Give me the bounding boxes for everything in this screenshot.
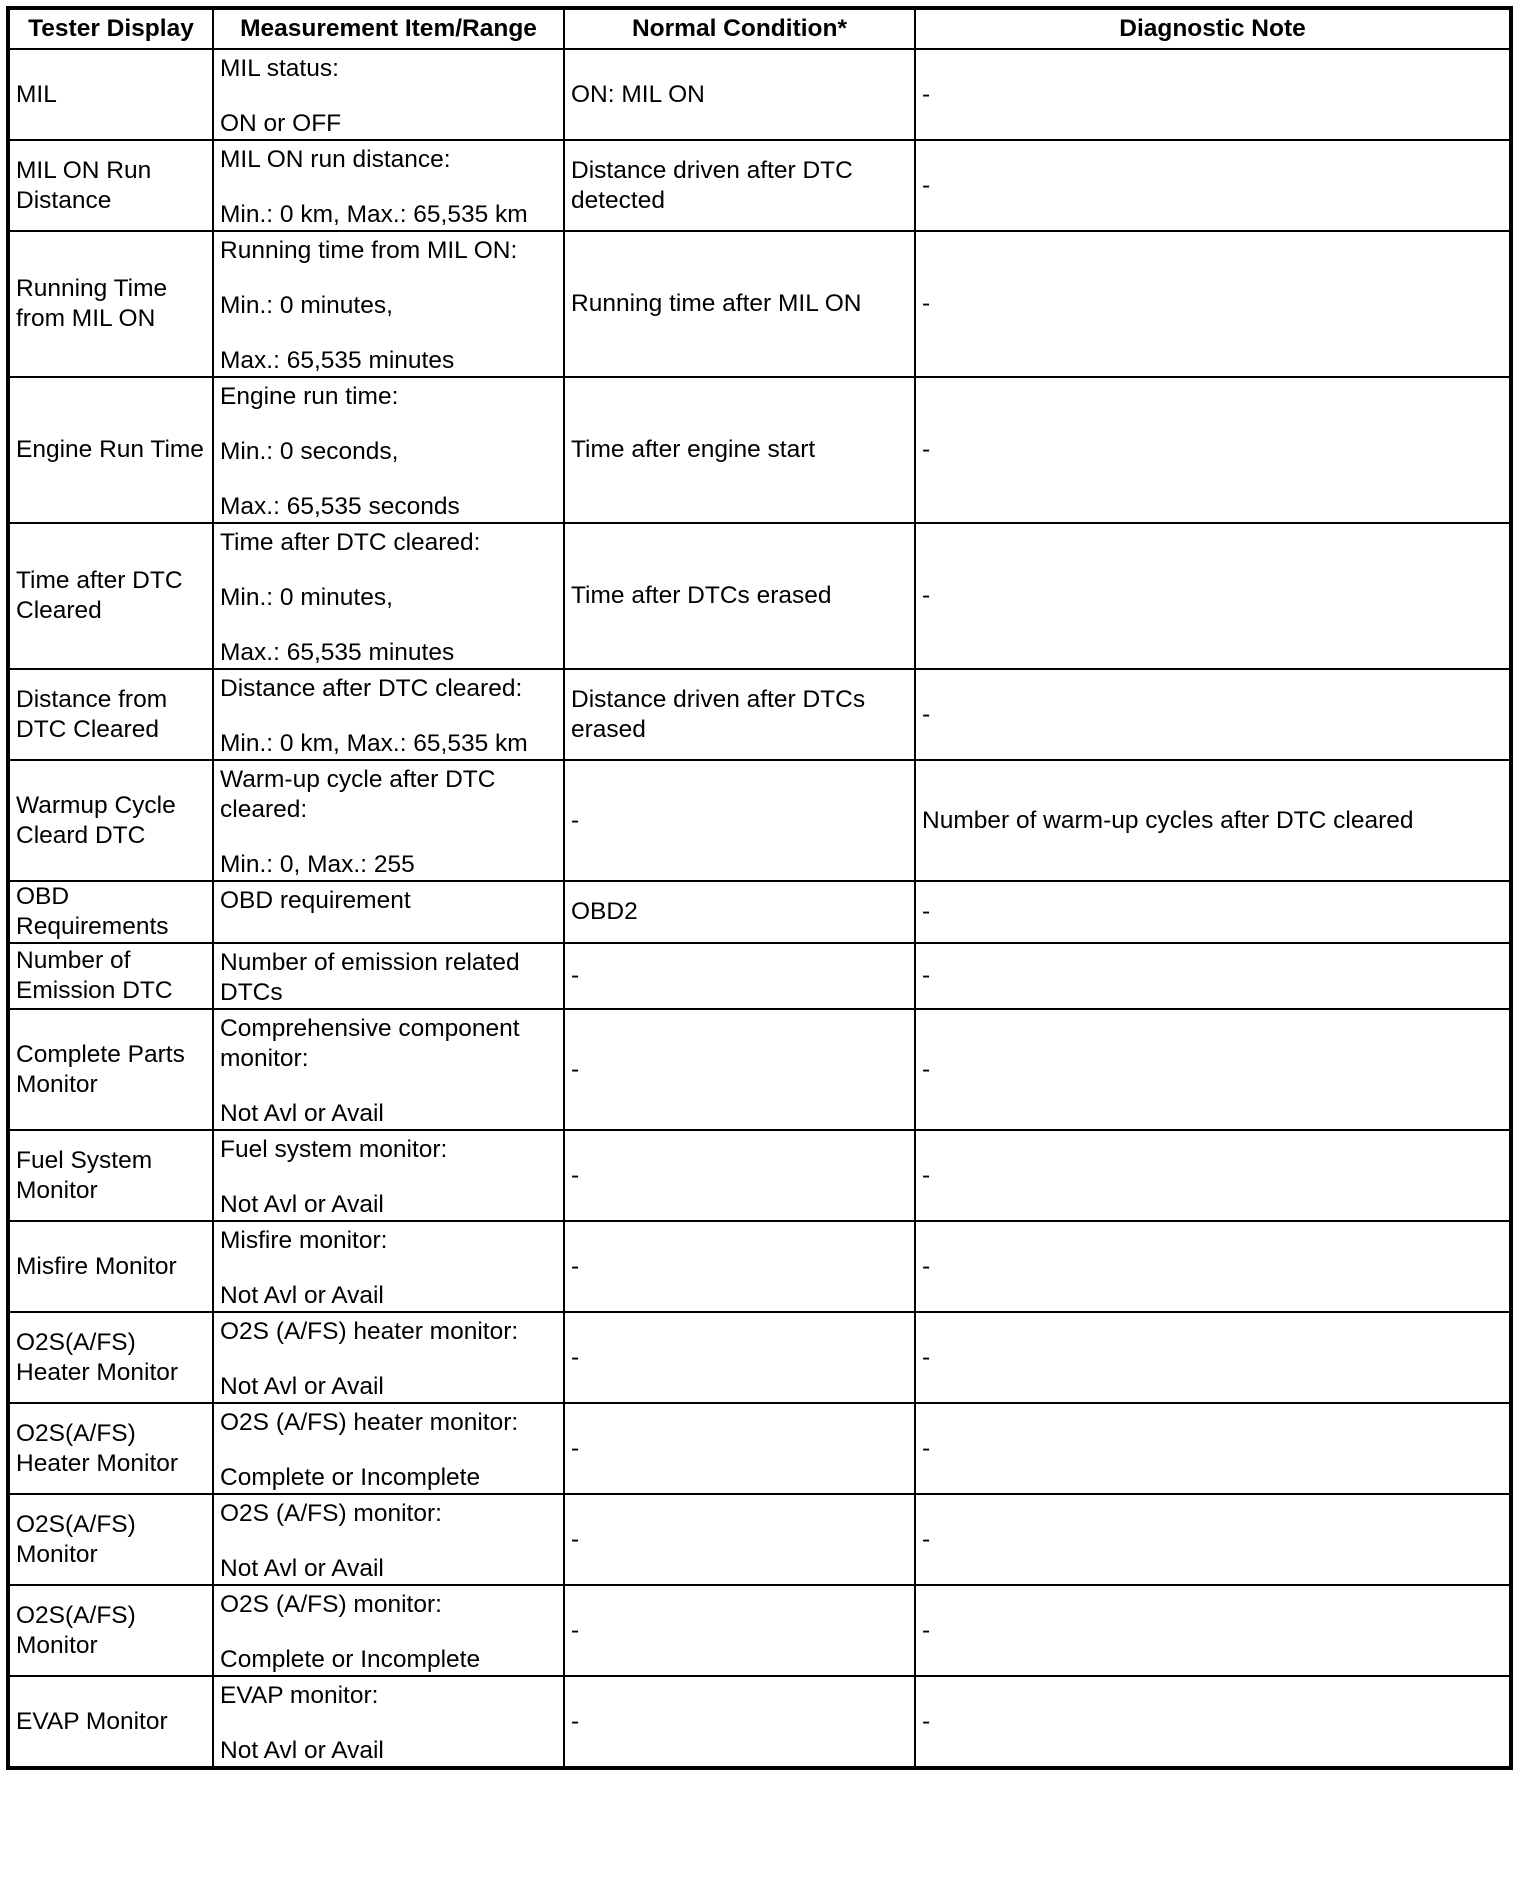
measurement-cell bbox=[213, 881, 564, 943]
cell-line: Distance from bbox=[16, 685, 168, 713]
cell-line: MIL ON Run bbox=[16, 156, 152, 184]
cell-line: Comprehensive component bbox=[220, 1015, 520, 1042]
cell-line: Running time after MIL ON bbox=[571, 290, 862, 317]
cell-line: - bbox=[922, 898, 931, 925]
cell-line: - bbox=[922, 1616, 931, 1644]
cell-line: Not Avl or Avail bbox=[220, 1737, 384, 1764]
cell-line: - bbox=[571, 1525, 580, 1553]
normal-condition-cell bbox=[564, 760, 915, 881]
cell-line: Distance bbox=[16, 186, 112, 214]
diagnostic-note-cell bbox=[915, 1312, 1511, 1403]
measurement-cell bbox=[213, 1312, 564, 1403]
line-gap bbox=[220, 467, 557, 492]
line-gap bbox=[220, 84, 557, 109]
cell-line: Not Avl or Avail bbox=[220, 1555, 384, 1582]
cell-line: - bbox=[571, 1252, 580, 1280]
line-gap bbox=[220, 1529, 557, 1554]
table-row bbox=[8, 231, 1511, 377]
cell-line: - bbox=[922, 80, 931, 108]
measurement-cell bbox=[213, 49, 564, 140]
table-row bbox=[8, 49, 1511, 140]
diagnostic-note-cell bbox=[915, 760, 1511, 881]
cell-line: DTCs bbox=[220, 979, 283, 1006]
diagnostic-note-cell bbox=[915, 1585, 1511, 1676]
cell-line: - bbox=[571, 1616, 580, 1644]
normal-condition-cell bbox=[564, 669, 915, 760]
normal-condition-cell bbox=[564, 881, 915, 943]
diagnostic-note-cell bbox=[915, 231, 1511, 377]
line-gap bbox=[220, 321, 557, 346]
cell-line: Cleared bbox=[16, 597, 102, 624]
cell-line: - bbox=[922, 1055, 931, 1083]
cell-line: MIL bbox=[16, 80, 57, 108]
tester-display-cell bbox=[8, 943, 213, 1009]
tester-display-cell bbox=[8, 1009, 213, 1130]
cell-line: Min.: 0 km, Max.: 65,535 km bbox=[220, 730, 528, 757]
header-diagnostic-note: Diagnostic Note bbox=[915, 8, 1511, 49]
normal-condition-cell bbox=[564, 1312, 915, 1403]
diagnostic-note-cell bbox=[915, 1403, 1511, 1494]
cell-line: ON: MIL ON bbox=[571, 80, 705, 108]
diagnostic-note-cell bbox=[915, 1221, 1511, 1312]
cell-line: Min.: 0 minutes, bbox=[220, 584, 393, 611]
table-row bbox=[8, 943, 1511, 1009]
normal-condition-cell bbox=[564, 523, 915, 669]
table-row bbox=[8, 1312, 1511, 1403]
cell-line: Monitor bbox=[16, 1070, 98, 1098]
table-row bbox=[8, 523, 1511, 669]
line-gap bbox=[220, 613, 557, 638]
normal-condition-cell bbox=[564, 1494, 915, 1585]
table-row bbox=[8, 1403, 1511, 1494]
tester-display-cell bbox=[8, 1403, 213, 1494]
table-row bbox=[8, 140, 1511, 231]
cell-line: Distance after DTC cleared: bbox=[220, 675, 523, 702]
tester-display-cell bbox=[8, 1221, 213, 1312]
tester-display-cell bbox=[8, 1585, 213, 1676]
normal-condition-cell bbox=[564, 943, 915, 1009]
cell-line: Time after DTC bbox=[16, 567, 183, 594]
cell-line: from MIL ON bbox=[16, 305, 156, 332]
line-gap bbox=[220, 1165, 557, 1190]
cell-line: O2S (A/FS) monitor: bbox=[220, 1591, 442, 1618]
normal-condition-cell bbox=[564, 1585, 915, 1676]
cell-line: - bbox=[922, 582, 931, 609]
cell-line: Misfire Monitor bbox=[16, 1252, 177, 1280]
cell-line: O2S(A/FS) bbox=[16, 1510, 136, 1538]
cell-line: Time after DTCs erased bbox=[571, 582, 832, 609]
table-row bbox=[8, 1585, 1511, 1676]
measurement-cell bbox=[213, 377, 564, 523]
line-gap bbox=[220, 825, 557, 850]
measurement-cell bbox=[213, 943, 564, 1009]
cell-line: Engine run time: bbox=[220, 383, 399, 410]
cell-line: Max.: 65,535 minutes bbox=[220, 347, 455, 374]
line-gap bbox=[220, 1074, 557, 1099]
cell-line: EVAP Monitor bbox=[16, 1707, 168, 1735]
cell-line: OBD2 bbox=[571, 898, 638, 925]
cell-line: Time after engine start bbox=[571, 436, 816, 463]
normal-condition-cell bbox=[564, 1130, 915, 1221]
diagnostic-note-cell bbox=[915, 140, 1511, 231]
header-measurement-item: Measurement Item/Range bbox=[213, 8, 564, 49]
cell-line: O2S (A/FS) monitor: bbox=[220, 1500, 442, 1527]
cell-line: - bbox=[922, 962, 931, 989]
cell-line: cleared: bbox=[220, 796, 308, 823]
cell-line: Warm-up cycle after DTC bbox=[220, 766, 496, 793]
tester-display-cell bbox=[8, 1312, 213, 1403]
table-row bbox=[8, 377, 1511, 523]
line-gap bbox=[220, 1438, 557, 1463]
measurement-cell bbox=[213, 760, 564, 881]
cell-line: - bbox=[571, 1343, 580, 1371]
cell-line: OBD requirement bbox=[220, 887, 411, 914]
measurement-cell bbox=[213, 231, 564, 377]
cell-line: Number of warm-up cycles after DTC cleared bbox=[922, 806, 1414, 834]
table-row bbox=[8, 1130, 1511, 1221]
cell-line: - bbox=[571, 1161, 580, 1189]
cell-line: - bbox=[571, 1434, 580, 1462]
table-row bbox=[8, 1676, 1511, 1768]
cell-line: Engine Run Time bbox=[16, 436, 204, 463]
normal-condition-cell bbox=[564, 49, 915, 140]
table-row bbox=[8, 881, 1511, 943]
cell-line: O2S(A/FS) bbox=[16, 1601, 136, 1629]
cell-line: - bbox=[922, 700, 931, 728]
line-gap bbox=[220, 412, 557, 437]
table-row bbox=[8, 760, 1511, 881]
tester-display-cell bbox=[8, 1130, 213, 1221]
cell-line: - bbox=[571, 962, 580, 989]
table-body bbox=[8, 49, 1511, 1768]
header-normal-condition: Normal Condition* bbox=[564, 8, 915, 49]
data-list-table-container bbox=[6, 6, 1513, 1770]
cell-line: Not Avl or Avail bbox=[220, 1100, 384, 1127]
diagnostic-note-cell bbox=[915, 669, 1511, 760]
diagnostic-note-cell bbox=[915, 1130, 1511, 1221]
cell-line: - bbox=[922, 1434, 931, 1462]
normal-condition-cell bbox=[564, 1676, 915, 1768]
tester-display-cell bbox=[8, 1494, 213, 1585]
tester-display-cell bbox=[8, 140, 213, 231]
cell-line: Monitor bbox=[16, 1631, 98, 1659]
cell-line: - bbox=[922, 1525, 931, 1553]
diagnostic-note-cell bbox=[915, 943, 1511, 1009]
diagnostic-note-cell bbox=[915, 1009, 1511, 1130]
cell-line: - bbox=[922, 436, 931, 463]
cell-line: Time after DTC cleared: bbox=[220, 529, 481, 556]
measurement-cell bbox=[213, 140, 564, 231]
normal-condition-cell bbox=[564, 140, 915, 231]
table-row bbox=[8, 1494, 1511, 1585]
normal-condition-cell bbox=[564, 1221, 915, 1312]
measurement-cell bbox=[213, 1676, 564, 1768]
tester-display-cell bbox=[8, 1676, 213, 1768]
cell-line: - bbox=[922, 171, 931, 199]
normal-condition-cell bbox=[564, 231, 915, 377]
measurement-cell bbox=[213, 523, 564, 669]
cell-line: - bbox=[571, 1707, 580, 1735]
cell-line: Running time from MIL ON: bbox=[220, 237, 518, 264]
cell-line: Monitor bbox=[16, 1540, 98, 1568]
cell-line: Max.: 65,535 minutes bbox=[220, 639, 455, 666]
line-gap bbox=[220, 1711, 557, 1736]
cell-line: MIL ON run distance: bbox=[220, 146, 451, 173]
diagnostic-note-cell bbox=[915, 1494, 1511, 1585]
cell-line: Heater Monitor bbox=[16, 1358, 179, 1386]
cell-line: Fuel System bbox=[16, 1146, 153, 1174]
tester-display-cell bbox=[8, 377, 213, 523]
diagnostic-note-cell bbox=[915, 881, 1511, 943]
cell-line: Min.: 0 km, Max.: 65,535 km bbox=[220, 201, 528, 228]
cell-line: Cleard DTC bbox=[16, 821, 146, 849]
tester-display-cell bbox=[8, 881, 213, 943]
cell-line: MIL status: bbox=[220, 55, 339, 82]
measurement-cell bbox=[213, 1221, 564, 1312]
diagnostic-note-cell bbox=[915, 523, 1511, 669]
cell-line: - bbox=[571, 806, 580, 834]
line-gap bbox=[220, 558, 557, 583]
cell-line: Emission DTC bbox=[16, 977, 173, 1004]
cell-line: erased bbox=[571, 715, 646, 743]
cell-line: Heater Monitor bbox=[16, 1449, 179, 1477]
cell-line: O2S(A/FS) bbox=[16, 1419, 136, 1447]
cell-line: O2S (A/FS) heater monitor: bbox=[220, 1409, 519, 1436]
cell-line: Not Avl or Avail bbox=[220, 1373, 384, 1400]
cell-line: Number of emission related bbox=[220, 949, 520, 976]
measurement-cell bbox=[213, 1494, 564, 1585]
cell-line: Min.: 0, Max.: 255 bbox=[220, 851, 415, 878]
cell-line: Complete or Incomplete bbox=[220, 1646, 481, 1673]
cell-line: monitor: bbox=[220, 1045, 309, 1072]
diagnostic-note-cell bbox=[915, 1676, 1511, 1768]
cell-line: - bbox=[922, 290, 931, 317]
cell-line: Min.: 0 minutes, bbox=[220, 292, 393, 319]
cell-line: Monitor bbox=[16, 1176, 98, 1204]
cell-line: O2S (A/FS) heater monitor: bbox=[220, 1318, 519, 1345]
cell-line: - bbox=[922, 1707, 931, 1735]
measurement-cell bbox=[213, 669, 564, 760]
cell-line: OBD bbox=[16, 883, 70, 910]
normal-condition-cell bbox=[564, 1403, 915, 1494]
cell-line: Fuel system monitor: bbox=[220, 1136, 448, 1163]
cell-line: Min.: 0 seconds, bbox=[220, 438, 399, 465]
cell-line: O2S(A/FS) bbox=[16, 1328, 136, 1356]
cell-line: Warmup Cycle bbox=[16, 791, 176, 819]
line-gap bbox=[220, 704, 557, 729]
header-row bbox=[8, 8, 1511, 49]
cell-line: ON or OFF bbox=[220, 110, 342, 137]
cell-line: Not Avl or Avail bbox=[220, 1282, 384, 1309]
table-row bbox=[8, 669, 1511, 760]
header-tester-display: Tester Display bbox=[8, 8, 213, 49]
line-gap bbox=[220, 1620, 557, 1645]
cell-line: Distance driven after DTCs bbox=[571, 685, 866, 713]
line-gap bbox=[220, 175, 557, 200]
table-row bbox=[8, 1221, 1511, 1312]
tester-display-cell bbox=[8, 523, 213, 669]
diagnostic-note-cell bbox=[915, 49, 1511, 140]
cell-line: - bbox=[922, 1161, 931, 1189]
tester-display-cell bbox=[8, 760, 213, 881]
cell-line: Not Avl or Avail bbox=[220, 1191, 384, 1218]
measurement-cell bbox=[213, 1009, 564, 1130]
line-gap bbox=[220, 1256, 557, 1281]
tester-display-cell bbox=[8, 669, 213, 760]
data-list-table bbox=[6, 6, 1513, 1770]
cell-line: Distance driven after DTC bbox=[571, 156, 853, 184]
cell-line: DTC Cleared bbox=[16, 715, 159, 743]
cell-line: Complete or Incomplete bbox=[220, 1464, 481, 1491]
cell-line: - bbox=[571, 1055, 580, 1083]
cell-line: - bbox=[922, 1252, 931, 1280]
diagnostic-note-cell bbox=[915, 377, 1511, 523]
measurement-cell bbox=[213, 1130, 564, 1221]
cell-line: Complete Parts bbox=[16, 1040, 185, 1068]
cell-line: Number of bbox=[16, 947, 131, 974]
cell-line: Max.: 65,535 seconds bbox=[220, 493, 460, 520]
table-row bbox=[8, 1009, 1511, 1130]
tester-display-cell bbox=[8, 49, 213, 140]
normal-condition-cell bbox=[564, 1009, 915, 1130]
tester-display-cell bbox=[8, 231, 213, 377]
cell-line: detected bbox=[571, 186, 665, 214]
measurement-cell bbox=[213, 1585, 564, 1676]
measurement-cell bbox=[213, 1403, 564, 1494]
line-gap bbox=[220, 266, 557, 291]
cell-line: - bbox=[922, 1343, 931, 1371]
cell-line: Misfire monitor: bbox=[220, 1227, 388, 1254]
cell-line: Running Time bbox=[16, 275, 168, 302]
normal-condition-cell bbox=[564, 377, 915, 523]
cell-line: EVAP monitor: bbox=[220, 1682, 379, 1709]
line-gap bbox=[220, 1347, 557, 1372]
cell-line: Requirements bbox=[16, 913, 169, 940]
